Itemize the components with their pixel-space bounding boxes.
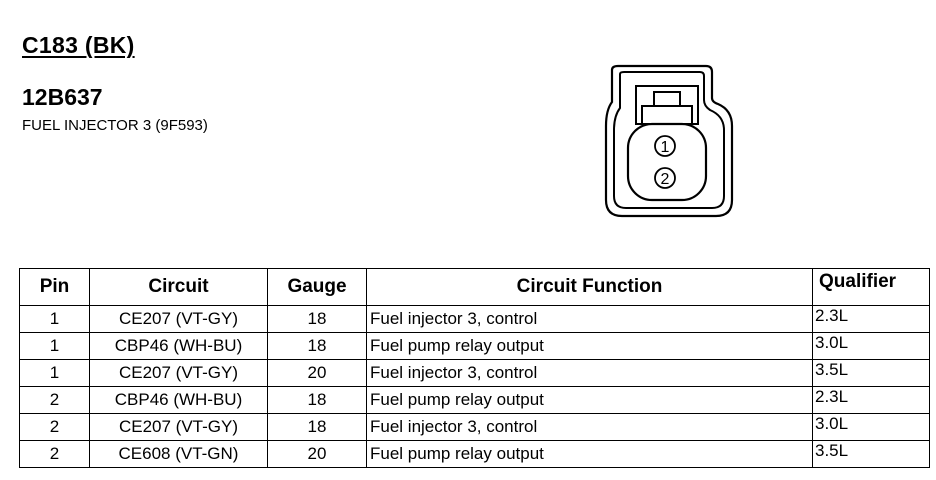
circuit-cell: CE207 (VT-GY): [90, 360, 268, 387]
gauge-cell: 18: [268, 387, 367, 414]
circuit-cell: CBP46 (WH-BU): [90, 333, 268, 360]
gauge-cell: 18: [268, 306, 367, 333]
column-header-circuit-function: Circuit Function: [367, 269, 813, 306]
column-header-circuit: Circuit: [90, 269, 268, 306]
pin-1-label: 1: [660, 139, 670, 156]
pin-cell: 2: [20, 414, 90, 441]
function-cell: Fuel injector 3, control: [367, 360, 813, 387]
column-header-pin: Pin: [20, 269, 90, 306]
pin-cell: 1: [20, 333, 90, 360]
qualifier-cell: 3.5L: [813, 441, 930, 468]
locking-tab-step: [642, 106, 692, 124]
gauge-cell: 18: [268, 333, 367, 360]
gauge-cell: 20: [268, 360, 367, 387]
locking-tab-slot: [654, 92, 680, 106]
pin-2-label: 2: [660, 171, 670, 188]
qualifier-cell: 2.3L: [813, 387, 930, 414]
pin-cell: 1: [20, 360, 90, 387]
pin-cell: 2: [20, 441, 90, 468]
circuit-cell: CE207 (VT-GY): [90, 414, 268, 441]
table-row: [20, 414, 930, 441]
table-row: [20, 333, 930, 360]
connector-id: C183 (BK): [22, 32, 135, 58]
circuit-cell: CE608 (VT-GN): [90, 441, 268, 468]
gauge-cell: 20: [268, 441, 367, 468]
qualifier-cell: 3.0L: [813, 414, 930, 441]
table-row: [20, 441, 930, 468]
function-cell: Fuel pump relay output: [367, 387, 813, 414]
qualifier-cell: 3.0L: [813, 333, 930, 360]
qualifier-cell: 3.5L: [813, 360, 930, 387]
pinout-table: [19, 268, 930, 468]
function-cell: Fuel injector 3, control: [367, 414, 813, 441]
circuit-cell: CBP46 (WH-BU): [90, 387, 268, 414]
column-header-qualifier: Qualifier: [813, 269, 930, 306]
function-cell: Fuel pump relay output: [367, 441, 813, 468]
gauge-cell: 18: [268, 414, 367, 441]
table-row: [20, 360, 930, 387]
table-row: [20, 306, 930, 333]
function-cell: Fuel injector 3, control: [367, 306, 813, 333]
connector-face-diagram: [596, 62, 742, 222]
qualifier-cell: 2.3L: [813, 306, 930, 333]
pin-cell: 2: [20, 387, 90, 414]
table-header-row: [20, 269, 930, 306]
connector-description: FUEL INJECTOR 3 (9F593): [22, 117, 208, 134]
column-header-gauge: Gauge: [268, 269, 367, 306]
part-number: 12B637: [22, 84, 103, 110]
pin-cell: 1: [20, 306, 90, 333]
circuit-cell: CE207 (VT-GY): [90, 306, 268, 333]
function-cell: Fuel pump relay output: [367, 333, 813, 360]
table-row: [20, 387, 930, 414]
